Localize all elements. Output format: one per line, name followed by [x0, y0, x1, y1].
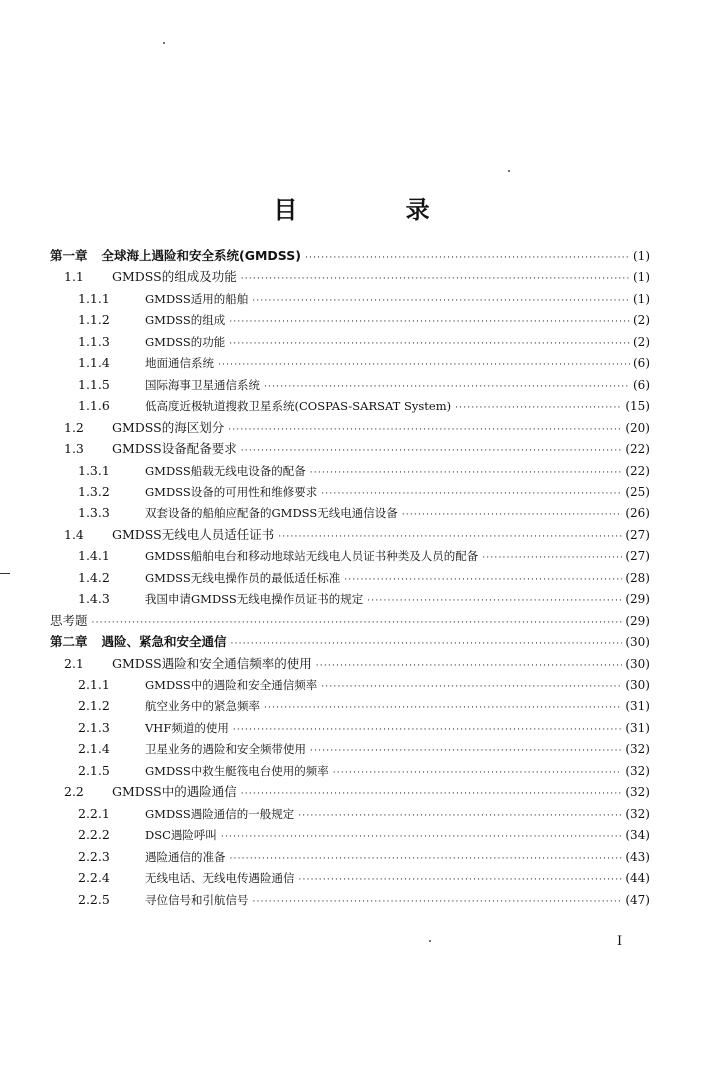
toc-entry-page: (6) [633, 356, 650, 371]
toc-entry-title: 寻位信号和引航信号 [145, 892, 249, 907]
dot-leader [92, 613, 623, 633]
toc-entry-title: GMDSS船舶电台和移动地球站无线电人员证书种类及人员的配备 [145, 549, 479, 564]
scan-speck [429, 940, 431, 942]
toc-entry-number: 1.1.3 [78, 333, 110, 349]
toc-entry[interactable] [78, 589, 650, 609]
toc-entry[interactable] [50, 611, 650, 631]
dot-leader [233, 720, 623, 740]
toc-entry[interactable] [78, 332, 650, 352]
toc-entry-page: (1) [633, 270, 650, 285]
toc-entry[interactable] [64, 525, 650, 545]
toc-entry-number: 1.3.2 [78, 483, 110, 499]
dot-leader [218, 355, 630, 375]
toc-entry-title: GMDSS遇险通信的一般规定 [145, 806, 295, 821]
toc-entry[interactable] [78, 482, 650, 502]
toc-entry[interactable] [64, 267, 650, 287]
toc-entry-number: 1.2 [64, 419, 84, 435]
dot-leader [310, 741, 622, 761]
toc-entry-number: 1.3 [64, 441, 84, 457]
toc-entry-page: (30) [625, 678, 650, 692]
toc-entry[interactable] [50, 632, 650, 652]
dot-leader [231, 634, 623, 654]
scan-speck [508, 170, 510, 172]
toc-entry-page: (20) [625, 420, 650, 435]
toc-entry-title: 双套设备的船舶应配备的GMDSS无线电通信设备 [145, 506, 398, 521]
toc-entry-page: (27) [625, 549, 650, 564]
toc-entry-number: 第一章 [50, 248, 88, 263]
toc-entry-number: 1.1 [64, 269, 84, 285]
toc-entry-page: (32) [625, 785, 650, 800]
dot-leader [241, 784, 623, 804]
toc-entry-number: 1.1.1 [78, 290, 110, 306]
toc-entry-page: (26) [625, 506, 650, 521]
toc-entry-title: GMDSS遇险和安全通信频率的使用 [112, 655, 312, 671]
toc-entry-title: 我国申请GMDSS无线电操作员证书的规定 [145, 592, 364, 607]
toc-entry-title: 遇险、紧急和安全通信 [101, 634, 227, 650]
toc-entry-number: 2.2.4 [78, 870, 110, 886]
toc-entry-number: 1.3.1 [78, 462, 110, 478]
toc-entry-page: (6) [633, 377, 650, 392]
dot-leader [241, 441, 623, 461]
toc-entry-number: 1.1.5 [78, 376, 110, 392]
toc-entry-number: 1.4 [64, 526, 84, 542]
toc-entry-page: (15) [625, 399, 650, 414]
toc-entry-title: 航空业务中的紧急频率 [145, 699, 260, 714]
toc-entry-page: (25) [625, 484, 650, 499]
toc-entry-number: 2.2 [64, 784, 84, 800]
dot-leader [221, 827, 622, 847]
toc-entry-number: 2.2.3 [78, 848, 110, 864]
toc-entry[interactable] [78, 503, 650, 523]
toc-entry-title: GMDSS无线电人员适任证书 [112, 526, 275, 542]
toc-entry-title: DSC遇险呼叫 [145, 828, 217, 843]
toc-entry-page: (31) [625, 720, 650, 735]
toc-entry-title: 无线电话、无线电传遇险通信 [145, 871, 295, 886]
dot-leader [305, 248, 630, 268]
toc-entry[interactable] [78, 675, 650, 695]
scan-speck [163, 42, 165, 44]
toc-entry[interactable] [78, 396, 650, 416]
toc-entry[interactable] [78, 461, 650, 481]
toc-entry-number: 2.2.1 [78, 805, 110, 821]
dot-leader [278, 527, 622, 547]
dot-leader [367, 591, 622, 611]
toc-entry[interactable] [78, 868, 650, 888]
toc-entry-page: (27) [625, 527, 650, 542]
toc-entry-title: GMDSS中的遇险通信 [112, 784, 237, 800]
dot-leader [316, 656, 623, 676]
toc-entry-number: 1.4.1 [78, 548, 110, 564]
toc-entry-number: 2.2.5 [78, 891, 110, 907]
dot-leader [252, 291, 630, 311]
toc-entry-title: 思考题 [50, 612, 88, 628]
toc-entry[interactable] [78, 718, 650, 738]
toc-entry-page: (32) [625, 763, 650, 778]
toc-entry-title: GMDSS中的遇险和安全通信频率 [145, 678, 318, 692]
toc-entry-page: (29) [625, 592, 650, 607]
dot-leader [264, 377, 630, 397]
toc-entry-number: 2.1.4 [78, 741, 110, 757]
toc-entry[interactable] [78, 825, 650, 845]
toc-entry[interactable] [78, 804, 650, 824]
dot-leader [321, 484, 622, 504]
toc-entry-title: GMDSS的功能 [145, 334, 226, 349]
toc-entry-title: GMDSS无线电操作员的最低适任标准 [145, 570, 341, 585]
dot-leader [230, 849, 623, 869]
toc-entry-title: GMDSS中救生艇筏电台使用的频率 [145, 763, 329, 778]
dot-leader [229, 312, 630, 332]
toc-entry-title: 全球海上遇险和安全系统(GMDSS) [101, 248, 301, 263]
toc-entry-page: (28) [625, 570, 650, 585]
toc-entry-number: 1.4.3 [78, 591, 110, 607]
toc-entry-page: (22) [625, 442, 650, 457]
toc-entry-number: 2.1.3 [78, 719, 110, 735]
toc-entry-title: 国际海事卫星通信系统 [145, 377, 260, 392]
toc-entry[interactable] [78, 890, 650, 910]
dot-leader [321, 677, 622, 697]
toc-entry[interactable] [78, 289, 650, 309]
toc-entry-page: (2) [633, 313, 650, 328]
toc-entry-page: (29) [625, 613, 650, 628]
toc-entry[interactable] [64, 654, 650, 674]
toc-entry-title: VHF频道的使用 [145, 720, 229, 735]
toc-entry-page: (34) [625, 828, 650, 843]
toc-entry[interactable] [78, 546, 650, 566]
toc-entry[interactable] [78, 353, 650, 373]
toc-entry-page: (1) [633, 249, 650, 263]
toc-entry-page: (22) [625, 463, 650, 478]
toc-entry-number: 1.1.6 [78, 398, 110, 414]
toc-entry-title: GMDSS适用的船舶 [145, 291, 249, 306]
toc-entry-title: GMDSS的海区划分 [112, 419, 225, 435]
toc-entry-title: 低高度近极轨道搜救卫星系统(COSPAS-SARSAT System) [145, 399, 452, 414]
toc-entry-title: GMDSS的组成及功能 [112, 269, 237, 285]
dot-leader [402, 505, 623, 525]
dot-leader [333, 763, 623, 783]
toc-entry-page: (43) [625, 849, 650, 864]
dot-leader [253, 892, 623, 912]
toc-entry[interactable] [64, 782, 650, 802]
toc-entry[interactable] [64, 418, 650, 438]
toc-entry-title: GMDSS的组成 [145, 313, 226, 328]
toc-entry-title: 地面通信系统 [145, 356, 214, 371]
toc-entry-title: 卫星业务的遇险和安全频带使用 [145, 742, 306, 757]
dot-leader [264, 698, 622, 718]
toc-entry-number: 2.1.2 [78, 698, 110, 714]
dot-leader [241, 269, 630, 289]
toc-entry-title: 遇险通信的准备 [145, 849, 226, 864]
toc-entry-number: 1.4.2 [78, 569, 110, 585]
dot-leader [299, 870, 623, 890]
dot-leader [298, 806, 622, 826]
dot-leader [229, 334, 630, 354]
toc-entry-page: (32) [625, 742, 650, 757]
toc-entry-number: 1.3.3 [78, 505, 110, 521]
toc-entry-page: (31) [625, 699, 650, 714]
toc-entry-number: 2.1.5 [78, 762, 110, 778]
toc-entry-page: (1) [633, 291, 650, 306]
toc-entry-number: 1.1.2 [78, 312, 110, 328]
toc-entry[interactable] [78, 696, 650, 716]
toc-entry[interactable] [78, 847, 650, 867]
toc-entry-page: (30) [625, 635, 650, 650]
toc-entry-number: 2.1.1 [78, 677, 110, 692]
dot-leader [482, 548, 622, 568]
toc-entry-page: (2) [633, 334, 650, 349]
toc-entry[interactable] [78, 761, 650, 781]
toc-entry-title: GMDSS船载无线电设备的配备 [145, 463, 306, 478]
toc-entry[interactable] [50, 246, 650, 266]
margin-mark [0, 573, 10, 574]
toc-entry-number: 2.1 [64, 655, 84, 671]
dot-leader [310, 463, 623, 483]
toc-entry-page: (30) [625, 656, 650, 671]
toc-entry[interactable] [78, 739, 650, 759]
dot-leader [344, 570, 622, 590]
toc-entry[interactable] [78, 568, 650, 588]
dot-leader [228, 420, 622, 440]
toc-entry-page: (47) [625, 892, 650, 907]
toc-entry-title: GMDSS设备配备要求 [112, 441, 237, 457]
toc-entry-number: 第二章 [50, 634, 88, 650]
toc-title: 目 录 [273, 196, 480, 224]
toc-entry-number: 2.2.2 [78, 827, 110, 843]
toc-entry-title: GMDSS设备的可用性和维修要求 [145, 484, 318, 499]
toc-entry[interactable] [64, 439, 650, 459]
page-number: I [617, 934, 623, 949]
toc-entry[interactable] [78, 375, 650, 395]
toc-entry-number: 1.1.4 [78, 355, 110, 371]
toc-entry-page: (32) [625, 806, 650, 821]
toc-entry[interactable] [78, 310, 650, 330]
dot-leader [455, 398, 622, 418]
toc-entry-page: (44) [625, 871, 650, 886]
